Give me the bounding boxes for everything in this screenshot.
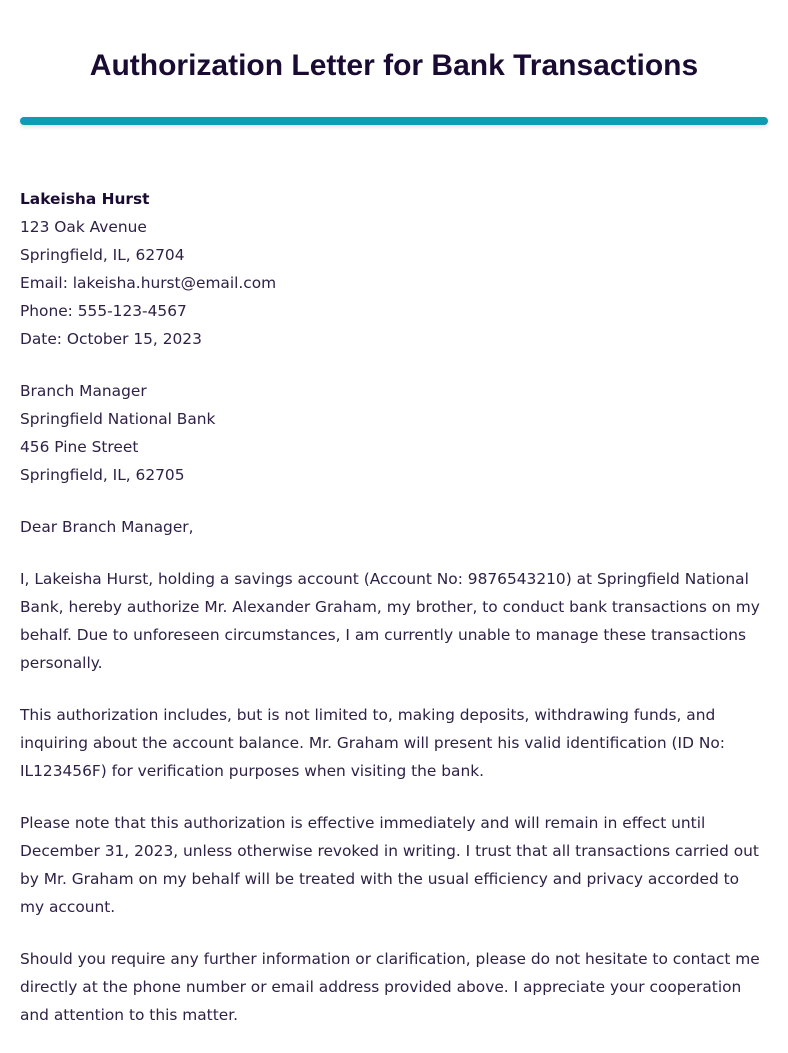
sender-phone: Phone: 555-123-4567	[20, 302, 187, 320]
recipient-block	[20, 377, 768, 489]
sender-block	[20, 185, 768, 353]
paragraph-closing: Should you require any further information or clarification, please do not hesitate to contact me directly at the phone number or email address provided above. I appreciate your cooperation and attention to this matter.	[20, 950, 760, 1024]
sender-address-line2: Springfield, IL, 62704	[20, 246, 185, 264]
letter-date: Date: October 15, 2023	[20, 330, 202, 348]
salutation: Dear Branch Manager,	[20, 518, 194, 536]
recipient-title: Branch Manager	[20, 382, 147, 400]
paragraph-validity: Please note that this authorization is effective immediately and will remain in effect until December 31, 2023, unless otherwise revoked in writing. I trust that all transactions carried out by Mr. Graham on my behalf will be treated with the usual efficiency and privacy accorded to my account.	[20, 814, 759, 916]
sender-name: Lakeisha Hurst	[20, 190, 150, 208]
title-divider	[20, 117, 768, 125]
recipient-address-line2: Springfield, IL, 62705	[20, 466, 185, 484]
recipient-bank: Springfield National Bank	[20, 410, 216, 428]
recipient-address-line1: 456 Pine Street	[20, 438, 139, 456]
sender-email: Email: lakeisha.hurst@email.com	[20, 274, 277, 292]
paragraph-authorization: I, Lakeisha Hurst, holding a savings account (Account No: 9876543210) at Springfield National Bank, hereby authorize Mr. Alexander Graham, my brother, to conduct bank transactions on my behalf. Due to unforeseen circumstances, I am currently unable to manage these transactions personally.	[20, 570, 760, 672]
paragraph-scope: This authorization includes, but is not limited to, making deposits, withdrawing funds, and inquiring about the account balance. Mr. Graham will present his valid identification (ID No: IL123456F) for verification purposes when visiting the bank.	[20, 706, 725, 780]
page-title: Authorization Letter for Bank Transactions	[89, 49, 699, 82]
sender-address-line1: 123 Oak Avenue	[20, 218, 147, 236]
letter-body	[20, 185, 768, 1053]
